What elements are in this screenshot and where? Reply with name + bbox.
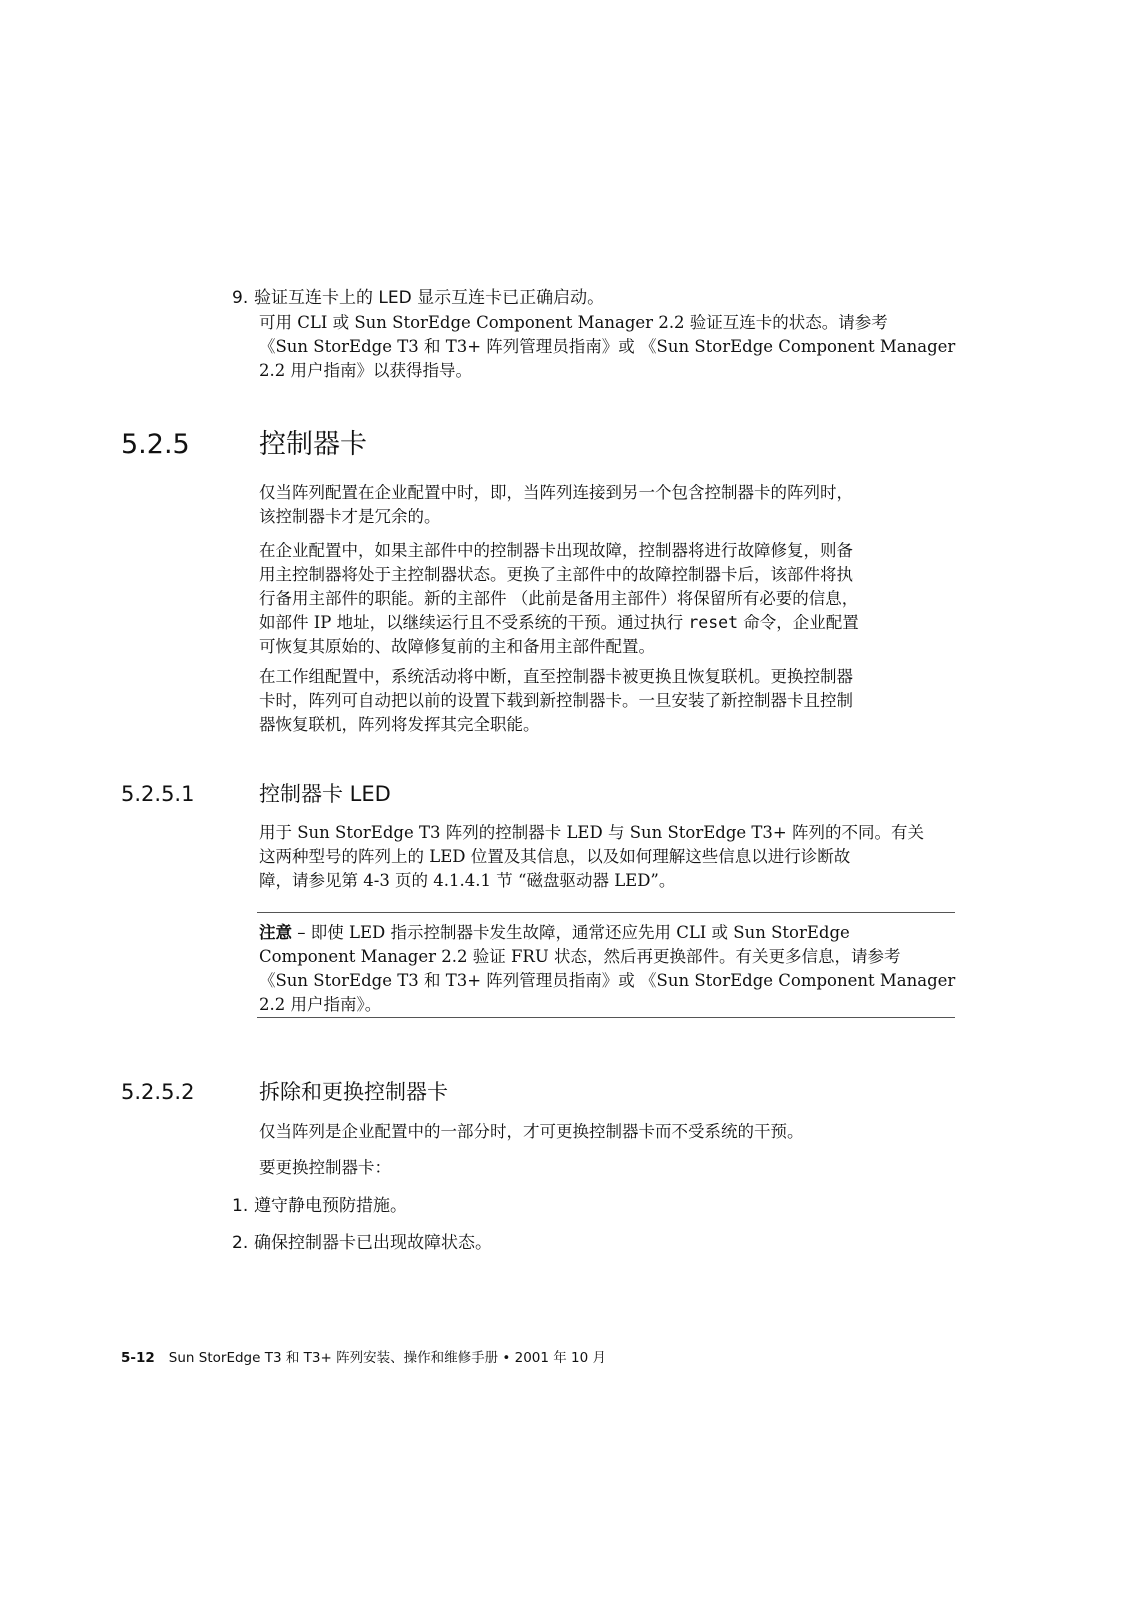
- text-line: 器恢复联机，阵列将发挥其完全职能。: [259, 715, 540, 734]
- section-number: 5.2.5.2: [121, 1080, 195, 1104]
- step-number: 2.: [232, 1233, 249, 1253]
- text-line: 《Sun StorEdge T3 和 T3+ 阵列管理员指南》或 《Sun StorEdge Component Manager: [259, 971, 956, 990]
- text-line: 用于 Sun StorEdge T3 阵列的控制器卡 LED 与 Sun StorEdge T3+ 阵列的不同。有关: [259, 823, 925, 842]
- step-text: 遵守静电预防措施。: [254, 1196, 407, 1216]
- text-line: 2.2 用户指南》以获得指导。: [259, 361, 472, 380]
- step-1: [232, 1195, 407, 1217]
- text-line: 在企业配置中，如果主部件中的控制器卡出现故障，控制器将进行故障修复，则备: [259, 541, 853, 560]
- text-line: 可用 CLI 或 Sun StorEdge Component Manager 2.2 验证互连卡的状态。请参考: [259, 313, 888, 332]
- section-heading-5-2-5-2: [121, 1078, 448, 1106]
- section-heading-5-2-5: [121, 428, 367, 462]
- text-line: 可恢复其原始的、故障修复前的主和备用主部件配置。: [259, 637, 655, 656]
- reset-command: reset: [688, 613, 739, 632]
- note-top-rule: [257, 912, 955, 913]
- text-line: 2.2 用户指南》。: [259, 995, 382, 1014]
- text-line: 行备用主部件的职能。新的主部件 （此前是备用主部件）将保留所有必要的信息，: [259, 589, 859, 608]
- section-title: 控制器卡: [259, 429, 367, 460]
- step-9: [232, 287, 604, 309]
- section-number: 5.2.5.1: [121, 782, 195, 806]
- text-line: Component Manager 2.2 验证 FRU 状态，然后再更换部件。有关更多信息，请参考: [259, 947, 901, 966]
- text-line: 障，请参见第 4-3 页的 4.1.4.1 节 “磁盘驱动器 LED”。: [259, 871, 676, 890]
- text-fragment: 即使 LED 指示控制器卡发生故障，通常还应先用 CLI 或 Sun StorEdge: [310, 923, 850, 942]
- text-line: 用主控制器将处于主控制器状态。更换了主部件中的故障控制器卡后，该部件将执: [259, 565, 853, 584]
- page-footer: [121, 1349, 606, 1367]
- step-9-paragraph: [259, 311, 956, 383]
- paragraph-replace-steps-intro: [259, 1156, 949, 1180]
- section-number: 5.2.5: [121, 429, 190, 460]
- text-line: [259, 921, 949, 945]
- paragraph-enterprise-config: [259, 539, 949, 659]
- paragraph-redundancy: [259, 481, 949, 529]
- text-line: [259, 611, 949, 635]
- note-label: 注意: [259, 923, 292, 942]
- text-line: 该控制器卡才是冗余的。: [259, 507, 441, 526]
- paragraph-controller-led: [259, 821, 949, 893]
- step-number: 1.: [232, 1196, 249, 1216]
- text-line: 仅当阵列配置在企业配置中时，即，当阵列连接到另一个包含控制器卡的阵列时，: [259, 483, 853, 502]
- paragraph-workgroup-config: [259, 665, 949, 737]
- section-title: 控制器卡 LED: [259, 782, 391, 806]
- section-heading-5-2-5-1: [121, 780, 391, 808]
- footer-title: Sun StorEdge T3 和 T3+ 阵列安装、操作和维修手册 • 2001 年 10 月: [168, 1350, 607, 1366]
- note-box: [259, 921, 956, 1017]
- text-line: 要更换控制器卡：: [259, 1158, 391, 1177]
- note-bottom-rule: [257, 1017, 955, 1018]
- text-line: 这两种型号的阵列上的 LED 位置及其信息，以及如何理解这些信息以进行诊断故: [259, 847, 851, 866]
- text-line: 仅当阵列是企业配置中的一部分时，才可更换控制器卡而不受系统的干预。: [259, 1122, 804, 1141]
- step-text: 验证互连卡上的 LED 显示互连卡已正确启动。: [254, 288, 605, 308]
- section-title: 拆除和更换控制器卡: [259, 1080, 448, 1104]
- step-text: 确保控制器卡已出现故障状态。: [254, 1233, 492, 1253]
- paragraph-replace-intro: [259, 1120, 949, 1144]
- note-dash: –: [292, 923, 311, 942]
- text-line: 在工作组配置中，系统活动将中断，直至控制器卡被更换且恢复联机。更换控制器: [259, 667, 853, 686]
- text-line: 《Sun StorEdge T3 和 T3+ 阵列管理员指南》或 《Sun StorEdge Component Manager: [259, 337, 956, 356]
- page-number: 5-12: [121, 1350, 155, 1366]
- text-fragment: 命令，企业配置: [738, 613, 859, 632]
- text-line: 卡时，阵列可自动把以前的设置下载到新控制器卡。一旦安装了新控制器卡且控制: [259, 691, 853, 710]
- text-fragment: 如部件 IP 地址，以继续运行且不受系统的干预。通过执行: [259, 613, 689, 632]
- step-number: 9.: [232, 288, 249, 308]
- step-2: [232, 1232, 492, 1254]
